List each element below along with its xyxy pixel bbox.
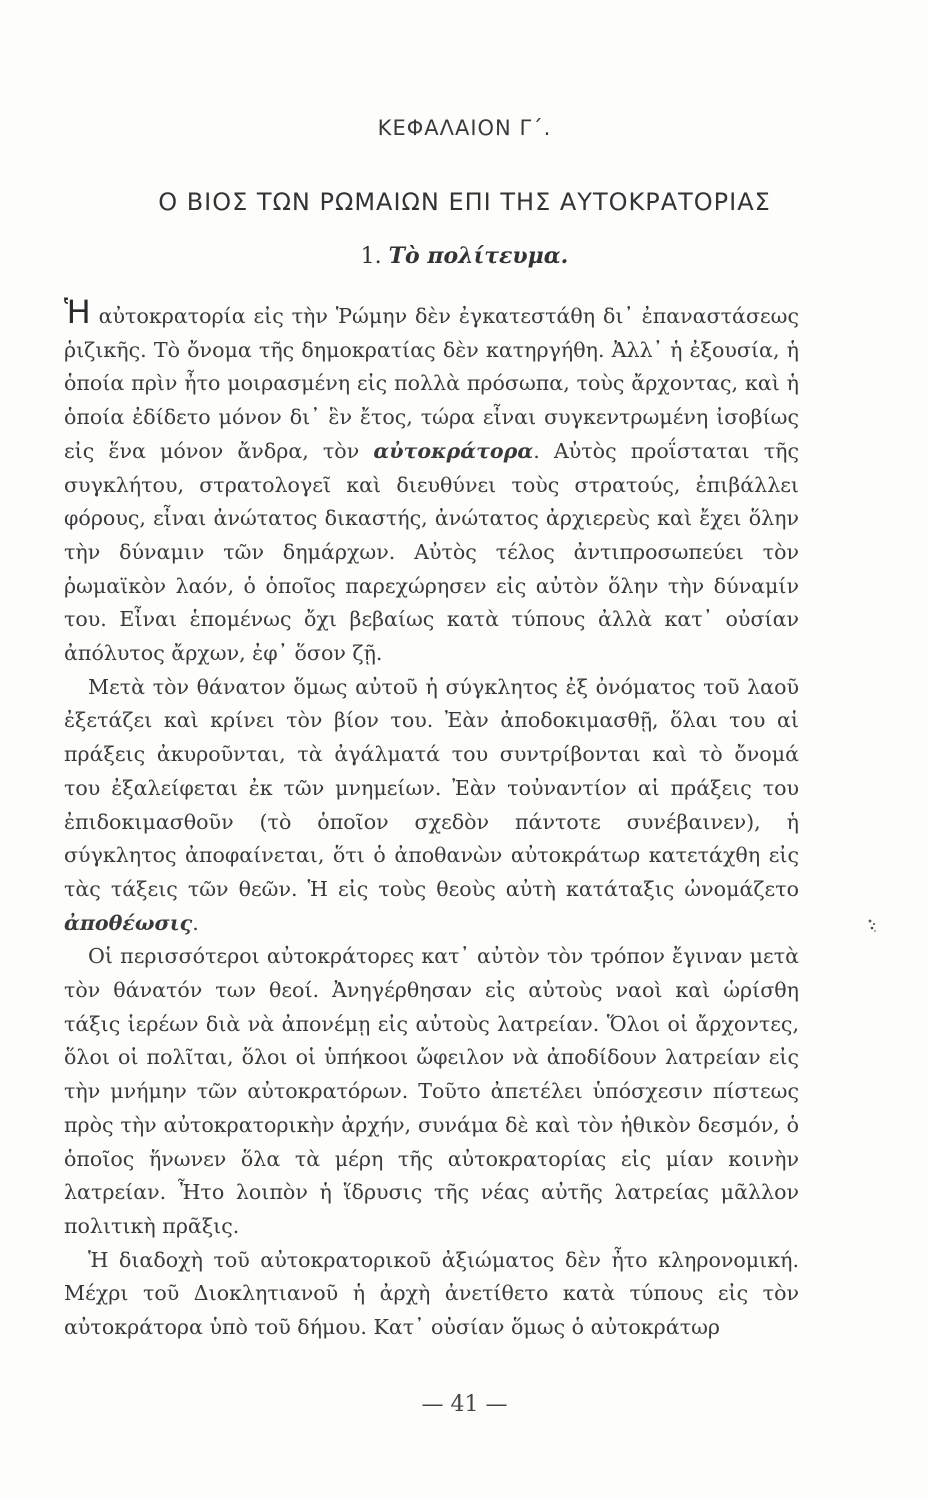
page-number: — 41 — bbox=[421, 1392, 508, 1417]
paragraph bbox=[64, 940, 799, 1243]
paragraph bbox=[64, 293, 799, 671]
chapter-heading: ΚΕΦΑΛΑΙΟΝ Γ΄. bbox=[377, 116, 552, 140]
section-heading bbox=[0, 243, 929, 269]
ink-speck-icon bbox=[866, 918, 878, 934]
paragraph bbox=[64, 671, 799, 941]
drop-cap: Ἡ bbox=[64, 293, 91, 331]
text-run: . bbox=[192, 910, 199, 935]
paragraph bbox=[64, 1244, 799, 1345]
text-run: αὐτοκρατορία εἰς τὴν Ῥώμην δὲν ἐγκατεστάθη δι᾽ ἐπαναστάσεως ῥιζικῆς. Τὸ ὄνομα τῆς δημοκρατίας δὲν κατηργήθη. Ἀλλ᾽ ἡ ἐξουσία, ἡ ὁποία πρὶν ἦτο μοιρασμένη εἰς πολλὰ πρόσωπα, τοὺς ἄρχοντας, καὶ ἡ ὁποία ἐδίδετο μόνον δι᾽ ἓν ἔτος, τώρα εἶναι συγκεντρωμένη ἰσοβίως εἰς ἕνα μόνον ἄνδρα, τὸν bbox=[64, 304, 799, 463]
emphasis-term: ἀποθέωσις bbox=[64, 910, 193, 935]
text-run: . Αὐτὸς προΐσταται τῆς συγκλήτου, στρατολογεῖ καὶ διευθύνει τοὺς στρατούς, ἐπιβάλλει φόρους, εἶναι ἀνώτατος δικαστής, ἀνώτατος ἀρχιερεὺς καὶ ἔχει ὅλην τὴν δύναμιν τῶν δημάρχων. Αὐτὸς τέλος ἀντιπροσωπεύει τὸν ῥωμαϊκὸν λαόν, ὁ ὁποῖος παρεχώρησεν εἰς αὐτὸν ὅλην τὴν δύναμίν του. Εἶναι ἑπομένως ὄχι βεβαίως κατὰ τύπους ἀλλὰ κατ᾽ οὐσίαν ἀπόλυτος ἄρχων, ἐφ᾽ ὅσον ζῇ. bbox=[64, 438, 799, 666]
chapter-title: Ο ΒΙΟΣ ΤΩΝ ΡΩΜΑΙΩΝ ΕΠΙ ΤΗΣ ΑΥΤΟΚΡΑΤΟΡΙΑΣ bbox=[158, 188, 771, 216]
emphasis-term: αὐτοκράτορα bbox=[373, 438, 534, 463]
text-run: Μετὰ τὸν θάνατον ὅμως αὐτοῦ ἡ σύγκλητος ἐξ ὀνόματος τοῦ λαοῦ ἐξετάζει καὶ κρίνει τὸν βίον του. Ἐὰν ἀποδοκιμασθῇ, ὅλαι του αἱ πράξεις ἀκυροῦνται, τὰ ἀγάλματά του συντρίβονται καὶ τὸ ὄνομά του ἐξαλείφεται ἐκ τῶν μνημείων. Ἐὰν τοὐναντίον αἱ πράξεις του ἐπιδοκιμασθοῦν (τὸ ὁποῖον σχεδὸν πάντοτε συνέβαινεν), ἡ σύγκλητος ἀποφαίνεται, ὅτι ὁ ἀποθανὼν αὐτοκράτωρ κατετάχθη εἰς τὰς τάξεις τῶν θεῶν. Ἡ εἰς τοὺς θεοὺς αὐτὴ κατάταξις ὠνομάζετο bbox=[64, 674, 799, 901]
text-run: Ἡ διαδοχὴ τοῦ αὐτοκρατορικοῦ ἀξιώματος δὲν ἦτο κληρονομική. Μέχρι τοῦ Διοκλητιανοῦ ἡ ἀρχὴ ἀνετίθετο κατὰ τύπους εἰς τὸν αὐτοκράτορα ὑπὸ τοῦ δήμου. Κατ᾽ οὐσίαν ὅμως ὁ αὐτοκράτωρ bbox=[64, 1247, 799, 1340]
section-title: Τὸ πολίτευμα. bbox=[388, 243, 569, 269]
section-number: 1. bbox=[360, 244, 382, 269]
body-text bbox=[64, 293, 799, 1345]
text-run: Οἱ περισσότεροι αὐτοκράτορες κατ᾽ αὐτὸν τὸν τρόπον ἔγιναν μετὰ τὸν θάνατόν των θεοί. Ἀνηγέρθησαν εἰς αὐτοὺς ναοὶ καὶ ὡρίσθη τάξις ἱερέων διὰ νὰ ἀπονέμῃ εἰς αὐτοὺς λατρείαν. Ὅλοι οἱ ἄρχοντες, ὅλοι οἱ πολῖται, ὅλοι οἱ ὑπήκοοι ὤφειλον νὰ ἀποδίδουν λατρείαν εἰς τὴν μνήμην τῶν αὐτοκρατόρων. Τοῦτο ἀπετέλει ὑπόσχεσιν πίστεως πρὸς τὴν αὐτοκρατορικὴν ἀρχήν, συνάμα δὲ καὶ τὸν ἠθικὸν δεσμόν, ὁ ὁποῖος ἥνωνεν ὅλα τὰ μέρη τῆς αὐτοκρατορίας εἰς μίαν κοινὴν λατρείαν. Ἦτο λοιπὸν ἡ ἵδρυσις τῆς νέας αὐτῆς λατρείας μᾶλλον πολιτικὴ πρᾶξις. bbox=[64, 944, 799, 1238]
